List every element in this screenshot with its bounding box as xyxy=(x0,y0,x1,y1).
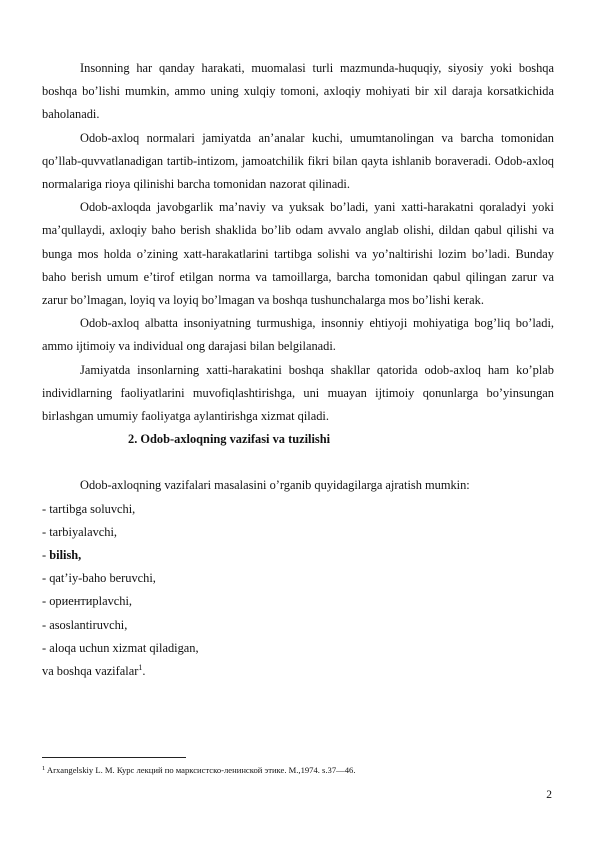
footnote-mark: 1 xyxy=(42,765,46,772)
functions-list xyxy=(42,498,554,660)
list-item xyxy=(42,544,554,567)
section-heading: 2. Odob-axloqning vazifasi va tuzilishi xyxy=(128,432,331,447)
list-item xyxy=(42,614,554,637)
list-item xyxy=(42,590,554,613)
list-item xyxy=(42,637,554,660)
document-body xyxy=(42,57,554,683)
list-item-text: ориентирlavchi, xyxy=(49,594,132,609)
closing-text: va boshqa vazifalar xyxy=(42,664,139,679)
list-item-text: asoslantiruvchi, xyxy=(49,617,128,632)
list-item-text: tartibga soluvchi, xyxy=(49,501,136,516)
paragraph-4: Odob-axloq albatta insoniyatning turmushiga, insonniy ehtiyoji mohiyatiga bog’liq bo’ladi, ammo ijtimoiy va individual ong darajasi bilan belgilanadi. xyxy=(42,316,554,354)
list-item xyxy=(42,498,554,521)
page-number: 2 xyxy=(546,789,552,801)
list-dash: - xyxy=(42,640,50,655)
list-dash: - xyxy=(42,501,50,516)
footnote-separator xyxy=(42,757,186,758)
list-dash: - xyxy=(42,594,50,609)
list-item-text: aloqa uchun xizmat qiladigan, xyxy=(49,640,199,655)
paragraph-2: Odob-axloq normalari jamiyatda an’analar kuchi, umumtanolingan va barcha tomonidan qo’llab-quvvatlanadigan tartib-intizom, jamoatchilik fikri bilan qayta ishlanib boraveradi. Odob-axloq normalariga rioya qilinishi barcha tomonidan nazorat qilinadi. xyxy=(42,130,554,192)
list-item-text: qat’iy-baho beruvchi, xyxy=(49,571,156,586)
list-dash: - xyxy=(42,548,50,563)
footnote xyxy=(42,764,554,776)
closing-period: . xyxy=(142,664,146,679)
footnote-reference[interactable]: 1 xyxy=(138,663,143,673)
list-item xyxy=(42,521,554,544)
list-item-text: bilish, xyxy=(49,548,82,563)
footnote-text: Arxangelskiy L. M. Курс лекций по марксистско-ленинской этике. М.,1974. s.37—46. xyxy=(45,765,356,775)
paragraph-3: Odob-axloqda javobgarlik ma’naviy va yuksak bo’ladi, yani xatti-harakatni qoraladyi yoki ma’qullaydi, axloqiy baho berish shaklida bo’lib odam avvalo anglab olishi, dildan qabul qilishi va bunga mos holda o’zining xatt-harakatlarini tartibga solishi va yo’naltirishi lozim bo’ladi. Bunday baho berish umum e’tirof etilgan norma va tamoillarga, barcha tomonidan qabul qilingan zarur va zarur bo’lmagan, loyiq va loyiq bo’lmagan va boshqa tushunchalarga mos bo’lishi kerak. xyxy=(42,200,554,308)
paragraph-5: Jamiyatda insonlarning xatti-harakatini boshqa shakllar qatorida odob-axloq ham ko’plab individlarning faoliyatlarini muvofiqlashtirishga, uni muayan ijtimoiy qonunlarga bo’yinsungan birlashgan umumiy faoliyatga aylantirishga xizmat qiladi. xyxy=(42,362,554,424)
list-dash: - xyxy=(42,571,50,586)
closing-line xyxy=(42,660,554,683)
heading-spacer xyxy=(42,451,554,474)
list-dash: - xyxy=(42,617,50,632)
paragraph-1: Insonning har qanday harakati, muomalasi turli mazmunda-huquqiy, siyosiy yoki boshqa boshqa bo’lishi mumkin, ammo uning xulqiy tomoni, axloqiy mohiyati bir xil daraja korsatkichida baholanadi. xyxy=(42,61,554,122)
list-item xyxy=(42,567,554,590)
list-item-text: tarbiyalavchi, xyxy=(49,524,118,539)
list-intro: Odob-axloqning vazifalari masalasini o’rganib quyidagilarga ajratish mumkin: xyxy=(80,478,470,493)
list-dash: - xyxy=(42,524,50,539)
